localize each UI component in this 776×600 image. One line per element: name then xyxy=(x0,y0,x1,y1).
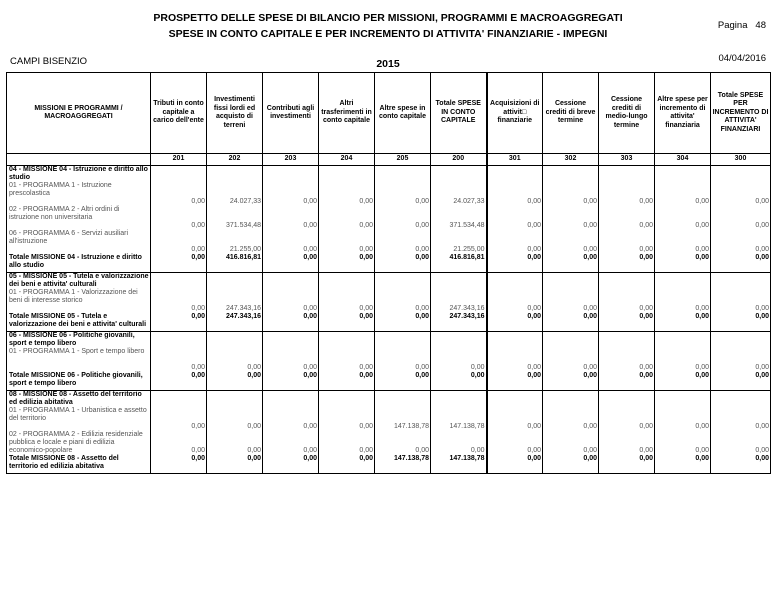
program-row xyxy=(7,348,771,372)
value-cell: 147.138,78 xyxy=(431,407,487,431)
value-cell: 0,00 xyxy=(263,313,319,332)
column-code: 300 xyxy=(711,154,771,166)
value-cell: 0,00 xyxy=(431,431,487,455)
value-cell: 0,00 xyxy=(375,182,431,206)
value-cell: 0,00 xyxy=(263,206,319,230)
value-cell: 0,00 xyxy=(655,313,711,332)
program-row xyxy=(7,230,771,254)
value-cell: 247.343,16 xyxy=(431,289,487,313)
value-cell: 0,00 xyxy=(599,289,655,313)
value-cell xyxy=(207,273,263,290)
value-cell: 21.255,00 xyxy=(207,230,263,254)
ente-name: CAMPI BISENZIO xyxy=(10,56,88,67)
value-cell: 0,00 xyxy=(263,230,319,254)
value-cell: 0,00 xyxy=(599,407,655,431)
value-cell: 0,00 xyxy=(151,182,207,206)
value-cell xyxy=(543,391,599,408)
column-code: 301 xyxy=(487,154,543,166)
value-cell: 0,00 xyxy=(599,230,655,254)
value-cell xyxy=(711,166,771,183)
row-label: 02 - PROGRAMMA 2 - Altri ordini di istruzione non universitaria xyxy=(7,206,151,230)
program-row xyxy=(7,289,771,313)
table-body xyxy=(7,166,771,474)
value-cell: 0,00 xyxy=(375,254,431,273)
value-cell: 0,00 xyxy=(543,206,599,230)
value-cell: 0,00 xyxy=(263,289,319,313)
column-header: Totale SPESE IN CONTO CAPITALE xyxy=(431,73,487,154)
row-label: 04 - MISSIONE 04 - Istruzione e diritto allo studio xyxy=(7,166,151,183)
value-cell: 416.816,81 xyxy=(431,254,487,273)
mission-row xyxy=(7,391,771,408)
value-cell xyxy=(431,391,487,408)
column-code: 204 xyxy=(319,154,375,166)
value-cell xyxy=(487,391,543,408)
value-cell: 0,00 xyxy=(487,348,543,372)
value-cell: 0,00 xyxy=(487,254,543,273)
value-cell: 0,00 xyxy=(151,313,207,332)
value-cell: 0,00 xyxy=(151,431,207,455)
value-cell xyxy=(599,166,655,183)
column-header: MISSIONI E PROGRAMMI / MACROAGGREGATI xyxy=(7,73,151,154)
value-cell: 0,00 xyxy=(599,455,655,474)
value-cell: 0,00 xyxy=(543,407,599,431)
value-cell: 0,00 xyxy=(543,230,599,254)
value-cell: 0,00 xyxy=(655,372,711,391)
column-header: Acquisizioni di attivit□ finanziarie xyxy=(487,73,543,154)
mission-row xyxy=(7,273,771,290)
value-cell: 0,00 xyxy=(431,372,487,391)
value-cell: 0,00 xyxy=(207,407,263,431)
value-cell xyxy=(655,332,711,349)
column-code: 202 xyxy=(207,154,263,166)
total-row xyxy=(7,313,771,332)
value-cell: 0,00 xyxy=(655,182,711,206)
value-cell: 0,00 xyxy=(375,313,431,332)
value-cell xyxy=(655,166,711,183)
value-cell: 0,00 xyxy=(599,348,655,372)
value-cell: 0,00 xyxy=(487,455,543,474)
value-cell: 0,00 xyxy=(207,348,263,372)
program-row xyxy=(7,431,771,455)
value-cell xyxy=(319,391,375,408)
value-cell: 0,00 xyxy=(151,455,207,474)
value-cell xyxy=(375,391,431,408)
value-cell: 24.027,33 xyxy=(207,182,263,206)
value-cell: 24.027,33 xyxy=(431,182,487,206)
value-cell: 0,00 xyxy=(319,254,375,273)
program-row xyxy=(7,206,771,230)
page-indicator xyxy=(718,20,766,31)
value-cell xyxy=(431,273,487,290)
mission-row xyxy=(7,166,771,183)
value-cell: 0,00 xyxy=(655,348,711,372)
value-cell xyxy=(263,332,319,349)
value-cell: 0,00 xyxy=(263,182,319,206)
value-cell: 0,00 xyxy=(319,313,375,332)
value-cell: 0,00 xyxy=(599,182,655,206)
value-cell xyxy=(375,332,431,349)
value-cell: 0,00 xyxy=(543,348,599,372)
row-label: 06 - PROGRAMMA 6 - Servizi ausiliari all'istruzione xyxy=(7,230,151,254)
value-cell: 0,00 xyxy=(207,431,263,455)
value-cell: 0,00 xyxy=(543,182,599,206)
value-cell: 0,00 xyxy=(599,206,655,230)
value-cell: 0,00 xyxy=(319,289,375,313)
value-cell: 0,00 xyxy=(487,206,543,230)
column-header: Altre spese per incremento di attivita' finanziaria xyxy=(655,73,711,154)
program-row xyxy=(7,407,771,431)
value-cell: 416.816,81 xyxy=(207,254,263,273)
column-header: Altri trasferimenti in conto capitale xyxy=(319,73,375,154)
report-title-line2: SPESE IN CONTO CAPITALE E PER INCREMENTO DI ATTIVITA' FINANZIARIE - IMPEGNI xyxy=(168,28,608,40)
value-cell: 0,00 xyxy=(599,431,655,455)
report-year: 2015 xyxy=(376,58,400,70)
row-label: 01 - PROGRAMMA 1 - Istruzione prescolastica xyxy=(7,182,151,206)
value-cell: 0,00 xyxy=(711,372,771,391)
value-cell xyxy=(151,332,207,349)
value-cell: 0,00 xyxy=(319,206,375,230)
column-code: 200 xyxy=(431,154,487,166)
row-label: 02 - PROGRAMMA 2 - Edilizia residenziale pubblica e locale e piani di edilizia economico-popolare xyxy=(7,431,151,455)
value-cell: 0,00 xyxy=(711,206,771,230)
value-cell: 0,00 xyxy=(319,348,375,372)
value-cell xyxy=(263,166,319,183)
value-cell xyxy=(599,273,655,290)
column-code: 201 xyxy=(151,154,207,166)
value-cell: 0,00 xyxy=(375,348,431,372)
value-cell: 0,00 xyxy=(487,182,543,206)
row-label: 08 - MISSIONE 08 - Assetto del territorio ed edilizia abitativa xyxy=(7,391,151,408)
value-cell: 0,00 xyxy=(319,407,375,431)
row-label: 01 - PROGRAMMA 1 - Valorizzazione dei beni di interesse storico xyxy=(7,289,151,313)
value-cell: 0,00 xyxy=(599,254,655,273)
value-cell: 0,00 xyxy=(151,372,207,391)
value-cell: 0,00 xyxy=(487,313,543,332)
value-cell xyxy=(263,273,319,290)
value-cell xyxy=(207,332,263,349)
value-cell: 0,00 xyxy=(543,431,599,455)
page-number: 48 xyxy=(755,20,766,31)
column-code: 205 xyxy=(375,154,431,166)
value-cell: 0,00 xyxy=(711,431,771,455)
value-cell xyxy=(711,332,771,349)
report-title-line1: PROSPETTO DELLE SPESE DI BILANCIO PER MISSIONI, PROGRAMMI E MACROAGGREGATI xyxy=(153,12,623,24)
column-header: Investimenti fissi lordi ed acquisto di terreni xyxy=(207,73,263,154)
value-cell xyxy=(151,166,207,183)
value-cell: 0,00 xyxy=(655,230,711,254)
total-row xyxy=(7,372,771,391)
column-code: 303 xyxy=(599,154,655,166)
value-cell: 371.534,48 xyxy=(431,206,487,230)
value-cell: 147.138,78 xyxy=(431,455,487,474)
value-cell: 0,00 xyxy=(375,431,431,455)
value-cell: 0,00 xyxy=(319,455,375,474)
row-label: Totale MISSIONE 06 - Politiche giovanili, sport e tempo libero xyxy=(7,372,151,391)
value-cell xyxy=(599,391,655,408)
column-header: Contributi agli investimenti xyxy=(263,73,319,154)
column-header: Cessione crediti di breve termine xyxy=(543,73,599,154)
value-cell xyxy=(319,332,375,349)
value-cell: 0,00 xyxy=(151,407,207,431)
value-cell: 0,00 xyxy=(263,348,319,372)
row-label: Totale MISSIONE 04 - Istruzione e diritto allo studio xyxy=(7,254,151,273)
value-cell: 247.343,16 xyxy=(207,313,263,332)
value-cell: 0,00 xyxy=(599,313,655,332)
value-cell: 0,00 xyxy=(543,313,599,332)
value-cell xyxy=(319,166,375,183)
value-cell xyxy=(487,166,543,183)
column-header: Tributi in conto capitale a carico dell'ente xyxy=(151,73,207,154)
value-cell: 0,00 xyxy=(655,206,711,230)
value-cell xyxy=(543,332,599,349)
column-header-row xyxy=(7,73,771,154)
value-cell: 0,00 xyxy=(543,455,599,474)
value-cell xyxy=(655,391,711,408)
value-cell: 0,00 xyxy=(655,455,711,474)
value-cell: 147.138,78 xyxy=(375,407,431,431)
value-cell: 0,00 xyxy=(151,348,207,372)
row-label: 01 - PROGRAMMA 1 - Urbanistica e assetto del territorio xyxy=(7,407,151,431)
value-cell xyxy=(207,166,263,183)
column-header: Totale SPESE PER INCREMENTO DI ATTIVITA' FINANZIARI xyxy=(711,73,771,154)
column-code: 302 xyxy=(543,154,599,166)
value-cell: 247.343,16 xyxy=(207,289,263,313)
value-cell: 0,00 xyxy=(263,254,319,273)
value-cell: 0,00 xyxy=(711,348,771,372)
value-cell: 0,00 xyxy=(543,289,599,313)
value-cell xyxy=(263,391,319,408)
value-cell: 0,00 xyxy=(711,313,771,332)
value-cell xyxy=(431,166,487,183)
value-cell: 0,00 xyxy=(487,372,543,391)
value-cell: 0,00 xyxy=(263,407,319,431)
value-cell xyxy=(207,391,263,408)
value-cell xyxy=(375,273,431,290)
value-cell: 0,00 xyxy=(151,289,207,313)
value-cell: 0,00 xyxy=(319,431,375,455)
value-cell: 0,00 xyxy=(543,372,599,391)
column-code xyxy=(7,154,151,166)
row-label: Totale MISSIONE 08 - Assetto del territorio ed edilizia abitativa xyxy=(7,455,151,474)
value-cell: 0,00 xyxy=(263,455,319,474)
value-cell: 0,00 xyxy=(711,407,771,431)
value-cell: 247.343,16 xyxy=(431,313,487,332)
value-cell: 0,00 xyxy=(263,431,319,455)
value-cell: 0,00 xyxy=(711,455,771,474)
program-row xyxy=(7,182,771,206)
value-cell: 0,00 xyxy=(375,206,431,230)
expense-table xyxy=(6,72,771,474)
value-cell: 0,00 xyxy=(319,372,375,391)
value-cell: 0,00 xyxy=(711,182,771,206)
value-cell: 0,00 xyxy=(711,289,771,313)
report-date: 04/04/2016 xyxy=(718,53,766,64)
value-cell xyxy=(543,273,599,290)
value-cell: 0,00 xyxy=(431,348,487,372)
value-cell xyxy=(543,166,599,183)
value-cell: 0,00 xyxy=(655,289,711,313)
column-code: 304 xyxy=(655,154,711,166)
row-label: Totale MISSIONE 05 - Tutela e valorizzazione dei beni e attivita' culturali xyxy=(7,313,151,332)
value-cell: 147.138,78 xyxy=(375,455,431,474)
value-cell xyxy=(599,332,655,349)
value-cell xyxy=(711,273,771,290)
value-cell: 0,00 xyxy=(263,372,319,391)
row-label: 01 - PROGRAMMA 1 - Sport e tempo libero xyxy=(7,348,151,372)
value-cell: 0,00 xyxy=(543,254,599,273)
value-cell: 0,00 xyxy=(487,289,543,313)
value-cell: 0,00 xyxy=(319,230,375,254)
mission-row xyxy=(7,332,771,349)
value-cell xyxy=(151,273,207,290)
value-cell: 0,00 xyxy=(151,254,207,273)
value-cell xyxy=(375,166,431,183)
value-cell xyxy=(711,391,771,408)
value-cell: 0,00 xyxy=(711,254,771,273)
value-cell: 0,00 xyxy=(151,230,207,254)
column-code: 203 xyxy=(263,154,319,166)
value-cell xyxy=(487,332,543,349)
value-cell xyxy=(655,273,711,290)
column-header: Cessione crediti di medio-lungo termine xyxy=(599,73,655,154)
value-cell: 0,00 xyxy=(151,206,207,230)
page-label: Pagina xyxy=(717,20,748,31)
value-cell: 0,00 xyxy=(375,230,431,254)
column-code-row xyxy=(7,154,771,166)
value-cell xyxy=(487,273,543,290)
value-cell: 0,00 xyxy=(711,230,771,254)
value-cell: 371.534,48 xyxy=(207,206,263,230)
value-cell: 0,00 xyxy=(375,372,431,391)
value-cell: 0,00 xyxy=(487,230,543,254)
value-cell: 0,00 xyxy=(375,289,431,313)
value-cell xyxy=(151,391,207,408)
value-cell: 21.255,00 xyxy=(431,230,487,254)
value-cell: 0,00 xyxy=(655,431,711,455)
row-label: 06 - MISSIONE 06 - Politiche giovanili, sport e tempo libero xyxy=(7,332,151,349)
total-row xyxy=(7,254,771,273)
row-label: 05 - MISSIONE 05 - Tutela e valorizzazione dei beni e attivita' culturali xyxy=(7,273,151,290)
value-cell: 0,00 xyxy=(655,254,711,273)
value-cell: 0,00 xyxy=(319,182,375,206)
value-cell: 0,00 xyxy=(487,407,543,431)
value-cell: 0,00 xyxy=(487,431,543,455)
value-cell: 0,00 xyxy=(599,372,655,391)
value-cell xyxy=(319,273,375,290)
column-header: Altre spese in conto capitale xyxy=(375,73,431,154)
value-cell: 0,00 xyxy=(207,372,263,391)
value-cell xyxy=(431,332,487,349)
total-row xyxy=(7,455,771,474)
value-cell: 0,00 xyxy=(655,407,711,431)
value-cell: 0,00 xyxy=(207,455,263,474)
